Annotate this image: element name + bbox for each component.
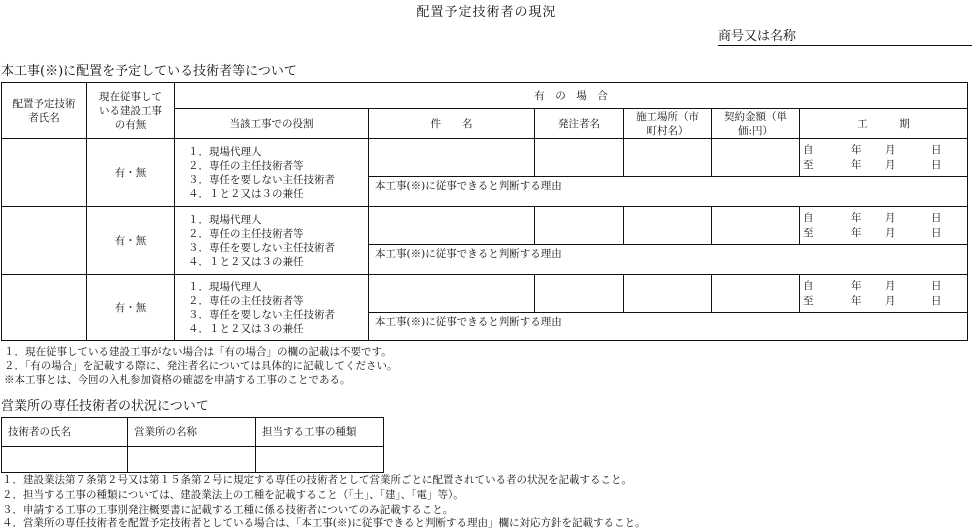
header-current-work: 現在従事している建設工事の有無 xyxy=(87,83,175,139)
header-orderer: 発注者名 xyxy=(535,109,624,139)
company-name-field[interactable] xyxy=(718,29,972,46)
office-name-input[interactable] xyxy=(128,447,256,473)
subject-cell[interactable] xyxy=(369,207,535,245)
company-name-label: 商号又は名称 xyxy=(718,29,797,44)
amount-cell[interactable] xyxy=(712,275,800,313)
note2-4: ４．営業所の専任技術者を配置予定技術者としている場合は、「本工事(※)に従事できると判断する理由」欄に対応方針を記載すること。 xyxy=(2,517,646,529)
section1-heading: 本工事(※)に配置を予定している技術者等について xyxy=(1,64,297,79)
role-options[interactable]: １．現場代理人 ２．専任の主任技術者等 ３．専任を要しない主任技術者 ４．１と２又は３の兼任 xyxy=(175,275,369,341)
work-type-input[interactable] xyxy=(256,447,384,473)
header-role: 当該工事での役割 xyxy=(175,109,369,139)
subject-cell[interactable] xyxy=(369,275,535,313)
note-1: １．現在従事している建設工事がない場合は「有の場合」の欄の記載は不要です。 xyxy=(4,346,392,358)
section2-heading: 営業所の専任技術者の状況について xyxy=(1,399,209,414)
note2-3: ３．申請する工事の工事別発注概要書に記載する工種に係る技術者についてのみ記載すること。 xyxy=(2,504,454,516)
site-cell[interactable] xyxy=(624,139,712,177)
note2-2: ２．担当する工事の種類については、建設業法上の工種を記載すること（「土」、「建」、「電」等）。 xyxy=(2,489,464,501)
header-engineer-name: 技術者の氏名 xyxy=(2,418,128,447)
engineer-name-cell[interactable] xyxy=(2,207,87,275)
engineer-name-cell[interactable] xyxy=(2,275,87,341)
orderer-cell[interactable] xyxy=(535,139,624,177)
period-cell[interactable]: 自 年 月 日 至 年 月 日 xyxy=(800,275,968,313)
period-cell[interactable]: 自 年 月 日 至 年 月 日 xyxy=(800,139,968,177)
presence-cell[interactable]: 有・無 xyxy=(87,139,175,207)
period-cell[interactable]: 自 年 月 日 至 年 月 日 xyxy=(800,207,968,245)
reason-cell[interactable]: 本工事(※)に従事できると判断する理由 xyxy=(369,245,968,275)
reason-cell[interactable]: 本工事(※)に従事できると判断する理由 xyxy=(369,313,968,341)
header-case-yes: 有 の 場 合 xyxy=(175,83,968,109)
assigned-engineers-table xyxy=(1,82,968,341)
role-options[interactable]: １．現場代理人 ２．専任の主任技術者等 ３．専任を要しない主任技術者 ４．１と２又は３の兼任 xyxy=(175,139,369,207)
header-name: 配置予定技術者氏名 xyxy=(2,83,87,139)
header-work-type: 担当する工事の種類 xyxy=(256,418,384,447)
subject-cell[interactable] xyxy=(369,139,535,177)
reason-cell[interactable]: 本工事(※)に従事できると判断する理由 xyxy=(369,177,968,207)
engineer-name-cell[interactable] xyxy=(2,139,87,207)
role-options[interactable]: １．現場代理人 ２．専任の主任技術者等 ３．専任を要しない主任技術者 ４．１と２又は３の兼任 xyxy=(175,207,369,275)
engineer-name-input[interactable] xyxy=(2,447,128,473)
site-cell[interactable] xyxy=(624,207,712,245)
presence-cell[interactable]: 有・無 xyxy=(87,275,175,341)
header-site: 施工場所（市町村名） xyxy=(624,109,712,139)
note2-1: １．建設業法第７条第２号又は第１５条第２号に規定する専任の技術者として営業所ごとに配置されている者の状況を記載すること。 xyxy=(2,474,632,486)
header-amount: 契約金額（単価:円） xyxy=(712,109,800,139)
header-subject: 件 名 xyxy=(369,109,535,139)
orderer-cell[interactable] xyxy=(535,275,624,313)
page-title: 配置予定技術者の現況 xyxy=(416,5,557,20)
note-3: ※本工事とは、今回の入札参加資格の確認を申請する工事のことである。 xyxy=(4,374,351,386)
orderer-cell[interactable] xyxy=(535,207,624,245)
site-cell[interactable] xyxy=(624,275,712,313)
header-period: 工 期 xyxy=(800,109,968,139)
header-office-name: 営業所の名称 xyxy=(128,418,256,447)
presence-cell[interactable]: 有・無 xyxy=(87,207,175,275)
office-engineers-table xyxy=(1,417,384,473)
amount-cell[interactable] xyxy=(712,207,800,245)
note-2: ２．「有の場合」を記載する際に、発注者名については具体的に記載してください。 xyxy=(4,360,398,372)
amount-cell[interactable] xyxy=(712,139,800,177)
